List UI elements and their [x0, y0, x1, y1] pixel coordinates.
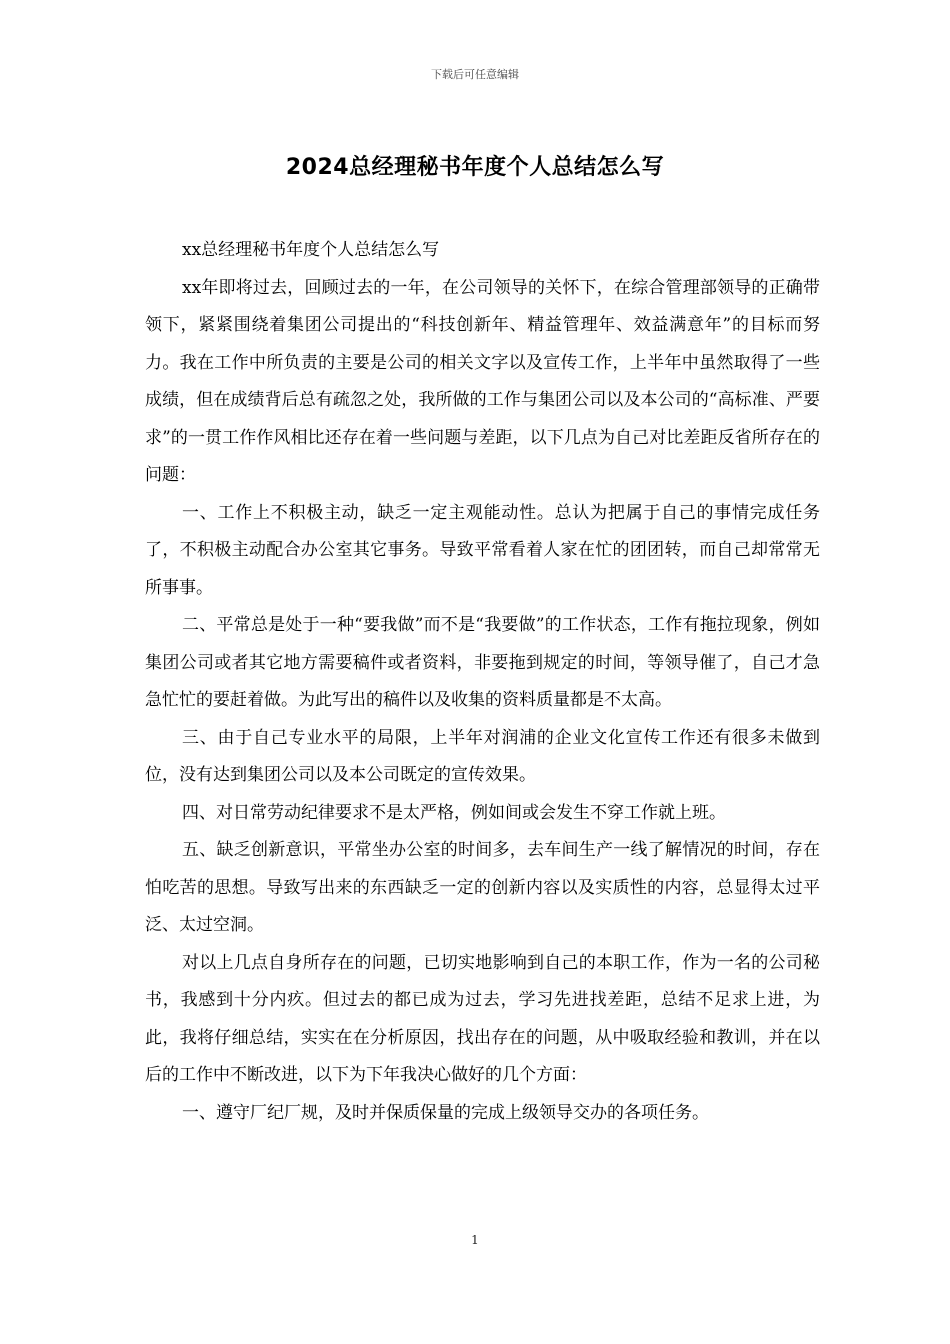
document-body	[145, 232, 820, 1132]
paragraph-intro: xx年即将过去，回顾过去的一年，在公司领导的关怀下，在综合管理部领导的正确带领下，紧紧围绕着集团公司提出的“科技创新年、精益管理年、效益满意年”的目标而努力。我在工作中所负责的主要是公司的相关文字以及宣传工作，上半年中虽然取得了一些成绩，但在成绩背后总有疏忽之处，我所做的工作与集团公司以及本公司的“高标准、严要求”的一贯工作作风相比还存在着一些问题与差距，以下几点为自己对比差距反省所存在的问题：	[145, 277, 820, 485]
page-number: 1	[471, 1233, 479, 1247]
paragraph-plan-1: 一、遵守厂纪厂规，及时并保质保量的完成上级领导交办的各项任务。	[182, 1102, 709, 1123]
paragraph-subtitle: xx总经理秘书年度个人总结怎么写	[182, 240, 440, 260]
paragraph-issue-4: 四、对日常劳动纪律要求不是太严格，例如间或会发生不穿工作就上班。	[182, 802, 726, 823]
paragraph-issue-3: 三、由于自己专业水平的局限，上半年对润浦的企业文化宣传工作还有很多未做到位，没有达到集团公司以及本公司既定的宣传效果。	[145, 727, 820, 785]
paragraph-issue-1: 一、工作上不积极主动，缺乏一定主观能动性。总认为把属于自己的事情完成任务了，不积极主动配合办公室其它事务。导致平常看着人家在忙的团团转，而自己却常常无所事事。	[145, 502, 820, 598]
paragraph-issue-2: 二、平常总是处于一种“要我做”而不是“我要做”的工作状态，工作有拖拉现象，例如集团公司或者其它地方需要稿件或者资料，非要拖到规定的时间，等领导催了，自己才急急忙忙的要赶着做。为此写出的稿件以及收集的资料质量都是不太高。	[145, 615, 820, 710]
document-title: 2024总经理秘书年度个人总结怎么写	[285, 155, 665, 180]
paragraph-issue-5: 五、缺乏创新意识，平常坐办公室的时间多，去车间生产一线了解情况的时间，存在怕吃苦的思想。导致写出来的东西缺乏一定的创新内容以及实质性的内容，总显得太过平泛、太过空洞。	[145, 840, 820, 935]
header-note: 下载后可任意编辑	[431, 68, 519, 81]
paragraph-reflection: 对以上几点自身所存在的问题，已切实地影响到自己的本职工作，作为一名的公司秘书，我感到十分内疚。但过去的都已成为过去，学习先进找差距，总结不足求上进，为此，我将仔细总结，实实在在分析原因，找出存在的问题，从中吸取经验和教训，并在以后的工作中不断改进，以下为下年我决心做好的几个方面：	[145, 952, 820, 1085]
